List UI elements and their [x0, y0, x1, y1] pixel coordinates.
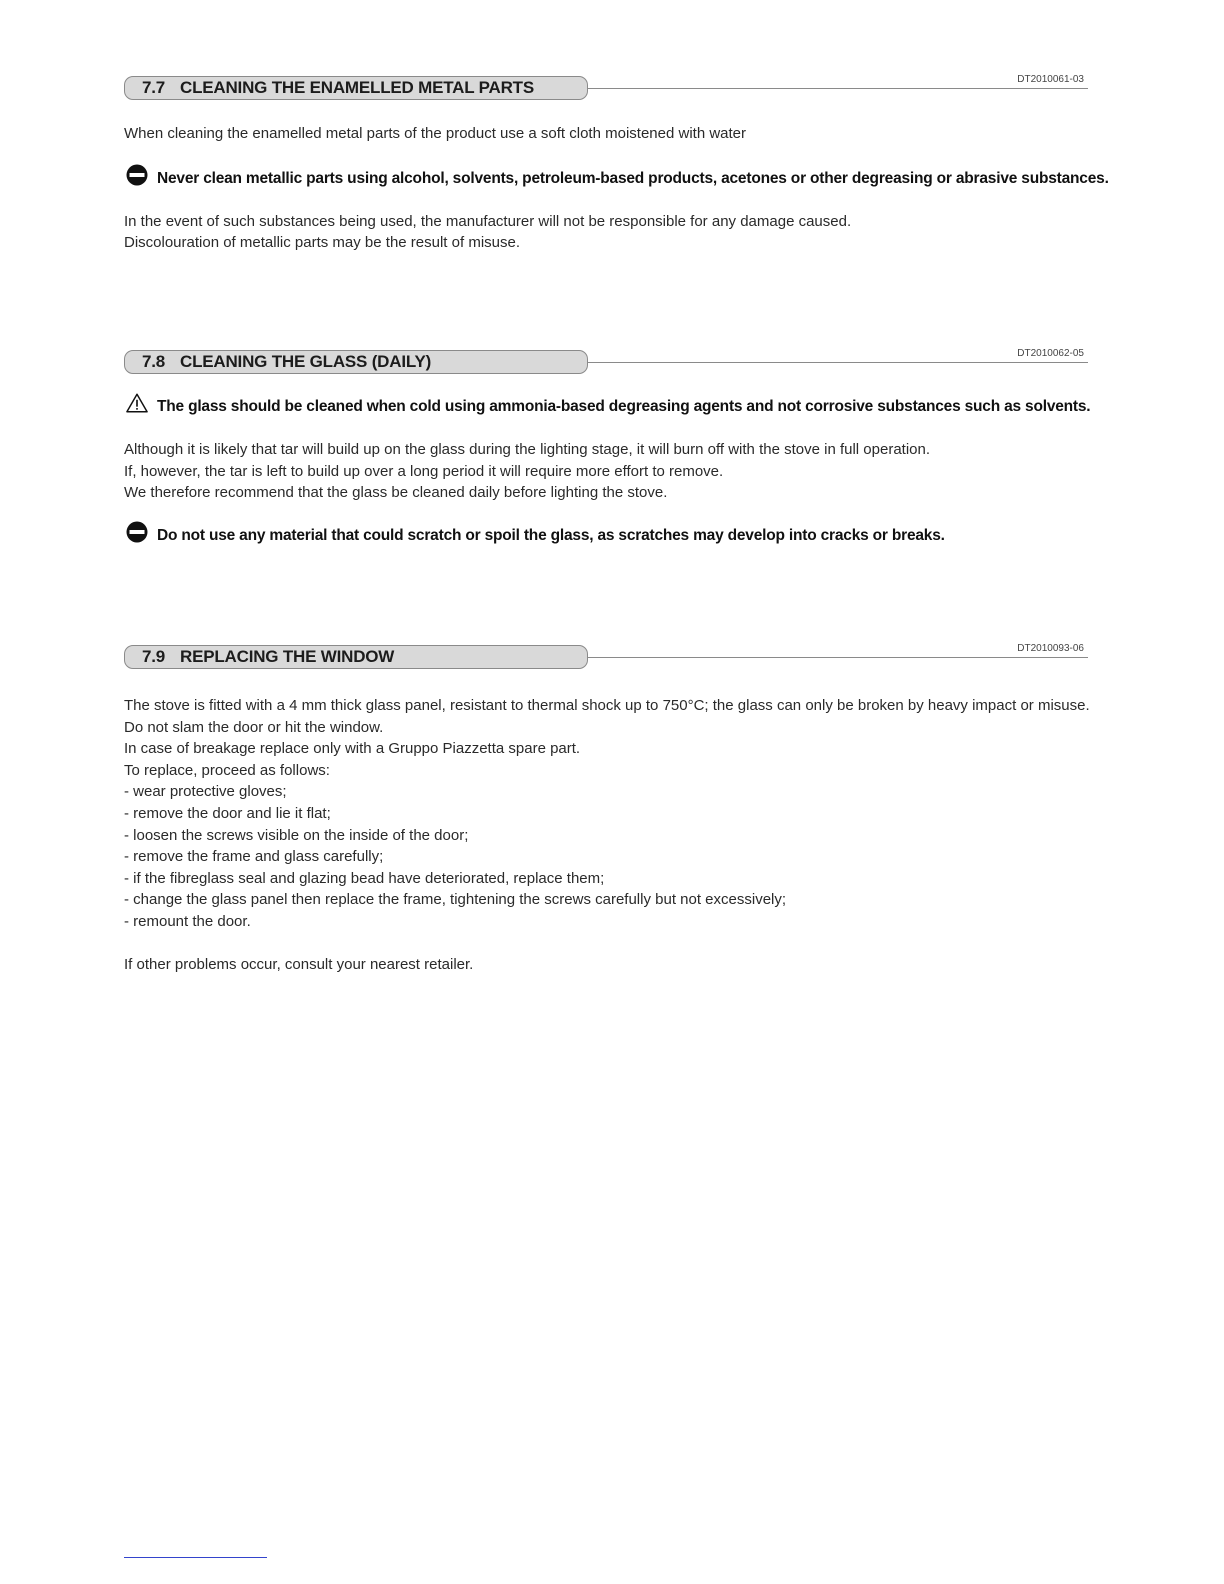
body-line: We therefore recommend that the glass be cleaned daily before lighting the stove. [124, 484, 668, 502]
no-entry-icon [126, 164, 148, 186]
body-line: Although it is likely that tar will build up on the glass during the lighting stage, it will burn off with the stove in full operation. [124, 441, 931, 458]
section-7-7 [124, 74, 1109, 254]
step-item: - remove the frame and glass carefully; [124, 848, 384, 866]
body-line: In the event of such substances being used, the manufacturer will not be responsible for any damage caused. [124, 212, 852, 230]
section-header [124, 350, 1088, 376]
closing-line: If other problems occur, consult your nearest retailer. [124, 955, 474, 973]
section-title: CLEANING THE ENAMELLED METAL PARTS [180, 78, 534, 97]
prohibition-text: Never clean metallic parts using alcohol, solvents, petroleum-based products, acetones or other degreasing or abrasive substances. [157, 169, 1109, 187]
body-line: In case of breakage replace only with a Gruppo Piazzetta spare part. [124, 740, 581, 758]
body-line: The stove is fitted with a 4 mm thick glass panel, resistant to thermal shock up to 750°C; the glass can only be broken by heavy impact or misuse. [124, 697, 1090, 714]
section-intro: When cleaning the enamelled metal parts of the product use a soft cloth moistened with water [124, 125, 747, 142]
section-title-pill [124, 350, 588, 374]
body-line: Discolouration of metallic parts may be the result of misuse. [124, 234, 520, 252]
document-code: DT2010061-03 [1017, 74, 1084, 85]
section-title: REPLACING THE WINDOW [180, 647, 395, 666]
step-item: - change the glass panel then replace the frame, tightening the screws carefully but not excessively; [124, 891, 787, 909]
body-line: If, however, the tar is left to build up over a long period it will require more effort to remove. [124, 462, 724, 480]
replacement-steps [124, 781, 1088, 932]
body-line: To replace, proceed as follows: [124, 761, 330, 779]
section-rule [588, 362, 1088, 363]
section-header [124, 76, 1088, 102]
prohibition-note [124, 168, 1109, 190]
section-number: 7.9 [142, 647, 166, 666]
section-rule [588, 657, 1088, 658]
section-title-pill [124, 645, 588, 669]
warning-triangle-icon [126, 392, 148, 414]
no-entry-icon [126, 521, 148, 543]
section-rule [588, 88, 1088, 89]
section-title-pill [124, 76, 588, 100]
step-item: - loosen the screws visible on the inside of the door; [124, 826, 469, 844]
warning-text: The glass should be cleaned when cold using ammonia-based degreasing agents and not corrosive substances such as solvents. [157, 398, 1091, 415]
step-item: - wear protective gloves; [124, 783, 287, 801]
section-7-9 [124, 645, 1088, 975]
step-item: - remove the door and lie it flat; [124, 804, 331, 822]
section-7-8 [124, 348, 1091, 547]
footer-rule [124, 1557, 267, 1558]
section-number: 7.8 [142, 352, 166, 371]
section-header [124, 645, 1088, 671]
document-code: DT2010093-06 [1017, 643, 1084, 654]
document-code: DT2010062-05 [1017, 348, 1084, 359]
body-line: Do not slam the door or hit the window. [124, 718, 384, 736]
prohibition-text: Do not use any material that could scratch or spoil the glass, as scratches may develop into cracks or breaks. [157, 526, 945, 544]
prohibition-note [124, 525, 1088, 547]
warning-note [124, 396, 1091, 418]
step-item: - remount the door. [124, 912, 251, 930]
section-number: 7.7 [142, 78, 166, 97]
section-title: CLEANING THE GLASS (DAILY) [180, 352, 432, 371]
step-item: - if the fibreglass seal and glazing bead have deteriorated, replace them; [124, 869, 605, 887]
